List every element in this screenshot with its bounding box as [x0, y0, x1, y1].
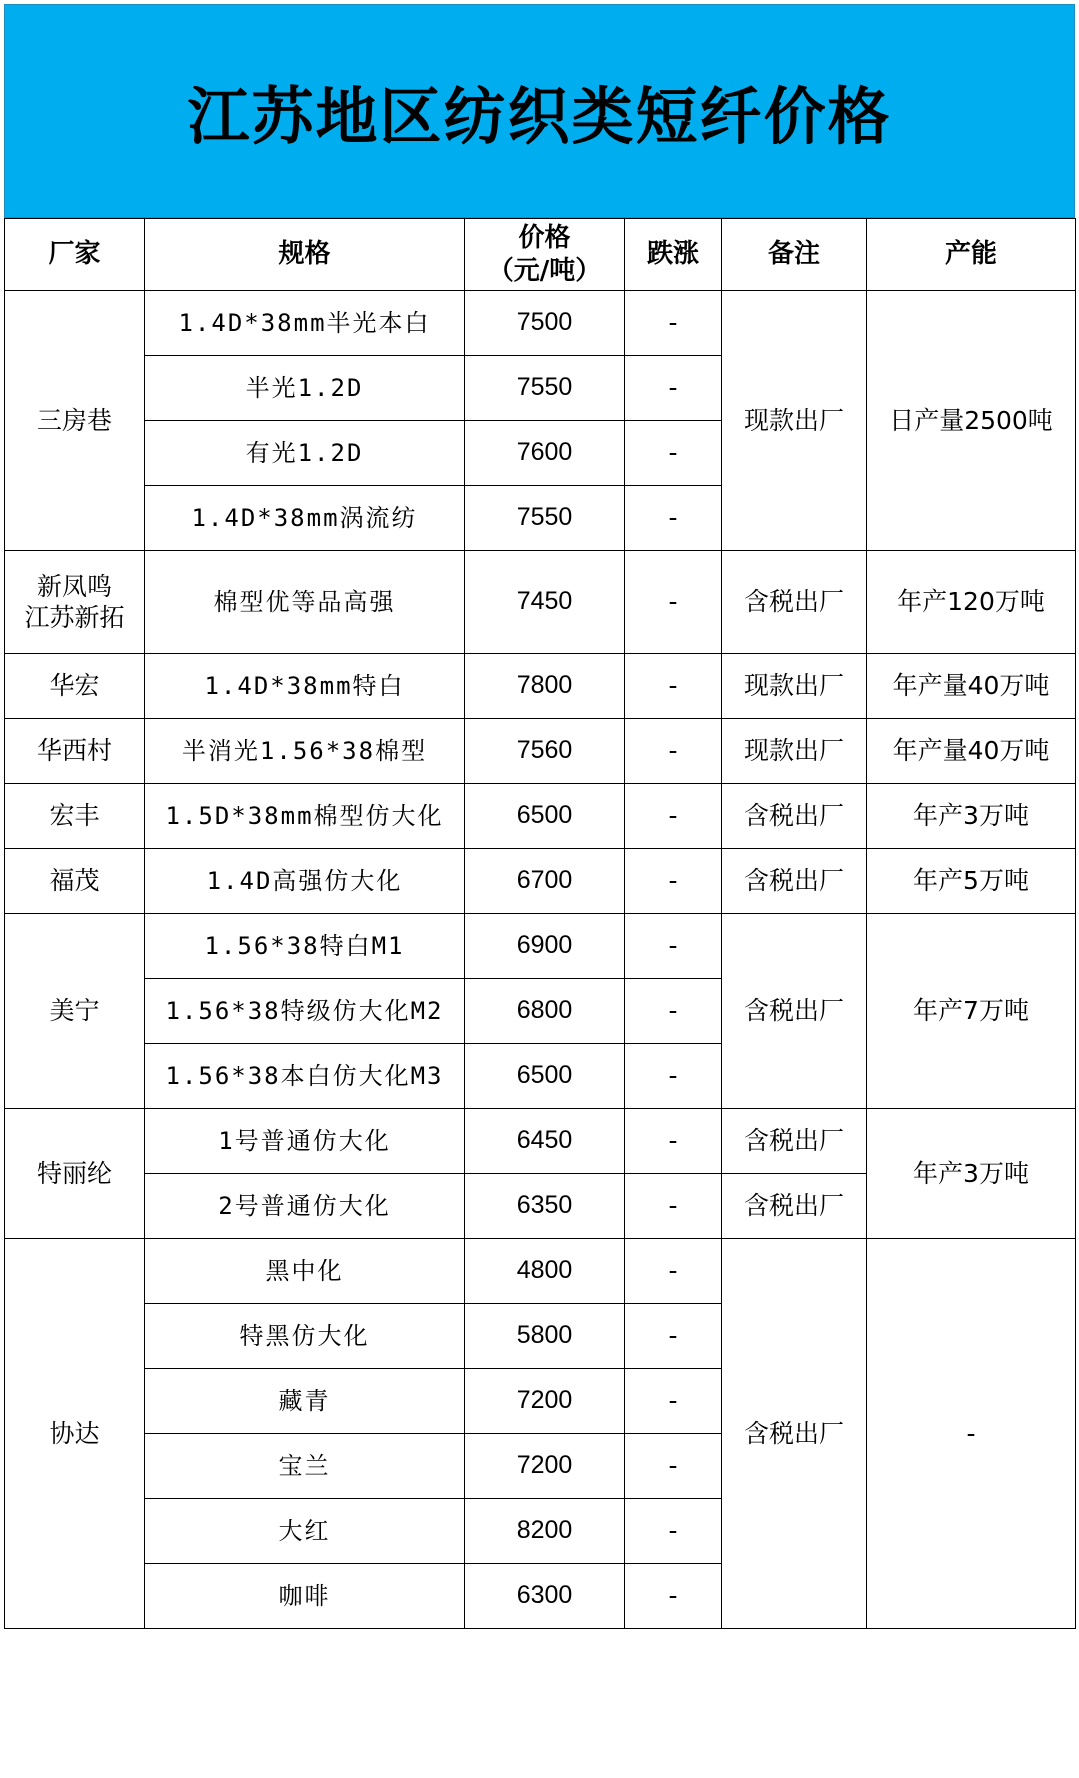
- spec-cell: 棉型优等品高强: [145, 551, 465, 654]
- change-cell: -: [625, 1044, 722, 1109]
- table-row: [5, 719, 1076, 784]
- title-banner: [4, 4, 1075, 218]
- factory-cell: 三房巷: [5, 291, 145, 551]
- table-row: [5, 784, 1076, 849]
- spec-cell: 1号普通仿大化: [145, 1109, 465, 1174]
- price-cell: 6700: [465, 849, 625, 914]
- price-cell: 6500: [465, 1044, 625, 1109]
- capacity-cell: 年产120万吨: [867, 551, 1076, 654]
- price-cell: 6450: [465, 1109, 625, 1174]
- change-cell: -: [625, 1369, 722, 1434]
- header-spec: 规格: [145, 219, 465, 291]
- price-cell: 6300: [465, 1564, 625, 1629]
- spec-cell: 特黑仿大化: [145, 1304, 465, 1369]
- header-factory: 厂家: [5, 219, 145, 291]
- price-cell: 7200: [465, 1434, 625, 1499]
- change-cell: -: [625, 979, 722, 1044]
- spec-cell: 2号普通仿大化: [145, 1174, 465, 1239]
- note-cell: 现款出厂: [722, 719, 867, 784]
- change-cell: -: [625, 291, 722, 356]
- table-row: [5, 551, 1076, 654]
- spec-cell: 1.4D*38mm涡流纺: [145, 486, 465, 551]
- change-cell: -: [625, 1434, 722, 1499]
- spec-cell: 1.56*38特白M1: [145, 914, 465, 979]
- table-row: [5, 914, 1076, 979]
- header-note: 备注: [722, 219, 867, 291]
- change-cell: -: [625, 849, 722, 914]
- price-cell: 5800: [465, 1304, 625, 1369]
- change-cell: -: [625, 421, 722, 486]
- change-cell: -: [625, 719, 722, 784]
- capacity-cell: 年产5万吨: [867, 849, 1076, 914]
- capacity-cell: 年产7万吨: [867, 914, 1076, 1109]
- price-cell: 4800: [465, 1239, 625, 1304]
- change-cell: -: [625, 654, 722, 719]
- price-table: [4, 218, 1076, 1629]
- note-cell: 含税出厂: [722, 551, 867, 654]
- price-cell: 6500: [465, 784, 625, 849]
- factory-cell: 华宏: [5, 654, 145, 719]
- note-cell: 现款出厂: [722, 654, 867, 719]
- factory-cell: [5, 551, 145, 654]
- change-cell: -: [625, 1499, 722, 1564]
- price-cell: 6900: [465, 914, 625, 979]
- factory-cell: 宏丰: [5, 784, 145, 849]
- note-cell: 现款出厂: [722, 291, 867, 551]
- header-change: 跌涨: [625, 219, 722, 291]
- factory-cell: 美宁: [5, 914, 145, 1109]
- spec-cell: 大红: [145, 1499, 465, 1564]
- note-cell: 含税出厂: [722, 1239, 867, 1629]
- change-cell: -: [625, 1174, 722, 1239]
- header-row: [5, 219, 1076, 291]
- factory-cell: 协达: [5, 1239, 145, 1629]
- spec-cell: 咖啡: [145, 1564, 465, 1629]
- price-cell: 7800: [465, 654, 625, 719]
- note-cell: 含税出厂: [722, 1174, 867, 1239]
- spec-cell: 半消光1.56*38棉型: [145, 719, 465, 784]
- change-cell: -: [625, 356, 722, 421]
- factory-name-line: 江苏新拓: [24, 603, 125, 632]
- note-cell: 含税出厂: [722, 784, 867, 849]
- header-capacity: 产能: [867, 219, 1076, 291]
- spec-cell: 黑中化: [145, 1239, 465, 1304]
- header-price-unit: （元/吨）: [487, 255, 602, 286]
- capacity-cell: -: [867, 1239, 1076, 1629]
- price-sheet: [4, 4, 1075, 1629]
- change-cell: -: [625, 486, 722, 551]
- change-cell: -: [625, 1239, 722, 1304]
- spec-cell: 有光1.2D: [145, 421, 465, 486]
- table-row: [5, 291, 1076, 356]
- capacity-cell: 年产量40万吨: [867, 719, 1076, 784]
- price-cell: 7200: [465, 1369, 625, 1434]
- spec-cell: 1.4D*38mm半光本白: [145, 291, 465, 356]
- spec-cell: 藏青: [145, 1369, 465, 1434]
- capacity-cell: 日产量2500吨: [867, 291, 1076, 551]
- capacity-cell: 年产量40万吨: [867, 654, 1076, 719]
- price-cell: 6350: [465, 1174, 625, 1239]
- price-cell: 7550: [465, 356, 625, 421]
- table-row: [5, 849, 1076, 914]
- price-cell: 8200: [465, 1499, 625, 1564]
- factory-cell: 特丽纶: [5, 1109, 145, 1239]
- price-cell: 7550: [465, 486, 625, 551]
- spec-cell: 半光1.2D: [145, 356, 465, 421]
- spec-cell: 1.4D高强仿大化: [145, 849, 465, 914]
- price-cell: 7500: [465, 291, 625, 356]
- change-cell: -: [625, 914, 722, 979]
- factory-cell: 福茂: [5, 849, 145, 914]
- price-cell: 7560: [465, 719, 625, 784]
- spec-cell: 1.56*38特级仿大化M2: [145, 979, 465, 1044]
- note-cell: 含税出厂: [722, 849, 867, 914]
- change-cell: -: [625, 1304, 722, 1369]
- table-row: [5, 654, 1076, 719]
- change-cell: -: [625, 784, 722, 849]
- header-price-label: 价格: [518, 223, 571, 253]
- change-cell: -: [625, 1564, 722, 1629]
- page-title: 江苏地区纺织类短纤价格: [187, 79, 892, 153]
- factory-cell: 华西村: [5, 719, 145, 784]
- capacity-cell: 年产3万吨: [867, 1109, 1076, 1239]
- table-row: [5, 1239, 1076, 1304]
- header-price: [465, 219, 625, 291]
- price-cell: 7450: [465, 551, 625, 654]
- spec-cell: 1.4D*38mm特白: [145, 654, 465, 719]
- price-cell: 7600: [465, 421, 625, 486]
- change-cell: -: [625, 551, 722, 654]
- table-row: [5, 1109, 1076, 1174]
- capacity-cell: 年产3万吨: [867, 784, 1076, 849]
- price-cell: 6800: [465, 979, 625, 1044]
- note-cell: 含税出厂: [722, 1109, 867, 1174]
- spec-cell: 1.56*38本白仿大化M3: [145, 1044, 465, 1109]
- spec-cell: 宝兰: [145, 1434, 465, 1499]
- change-cell: -: [625, 1109, 722, 1174]
- spec-cell: 1.5D*38mm棉型仿大化: [145, 784, 465, 849]
- note-cell: 含税出厂: [722, 914, 867, 1109]
- factory-name-line: 新凤鸣: [36, 571, 112, 601]
